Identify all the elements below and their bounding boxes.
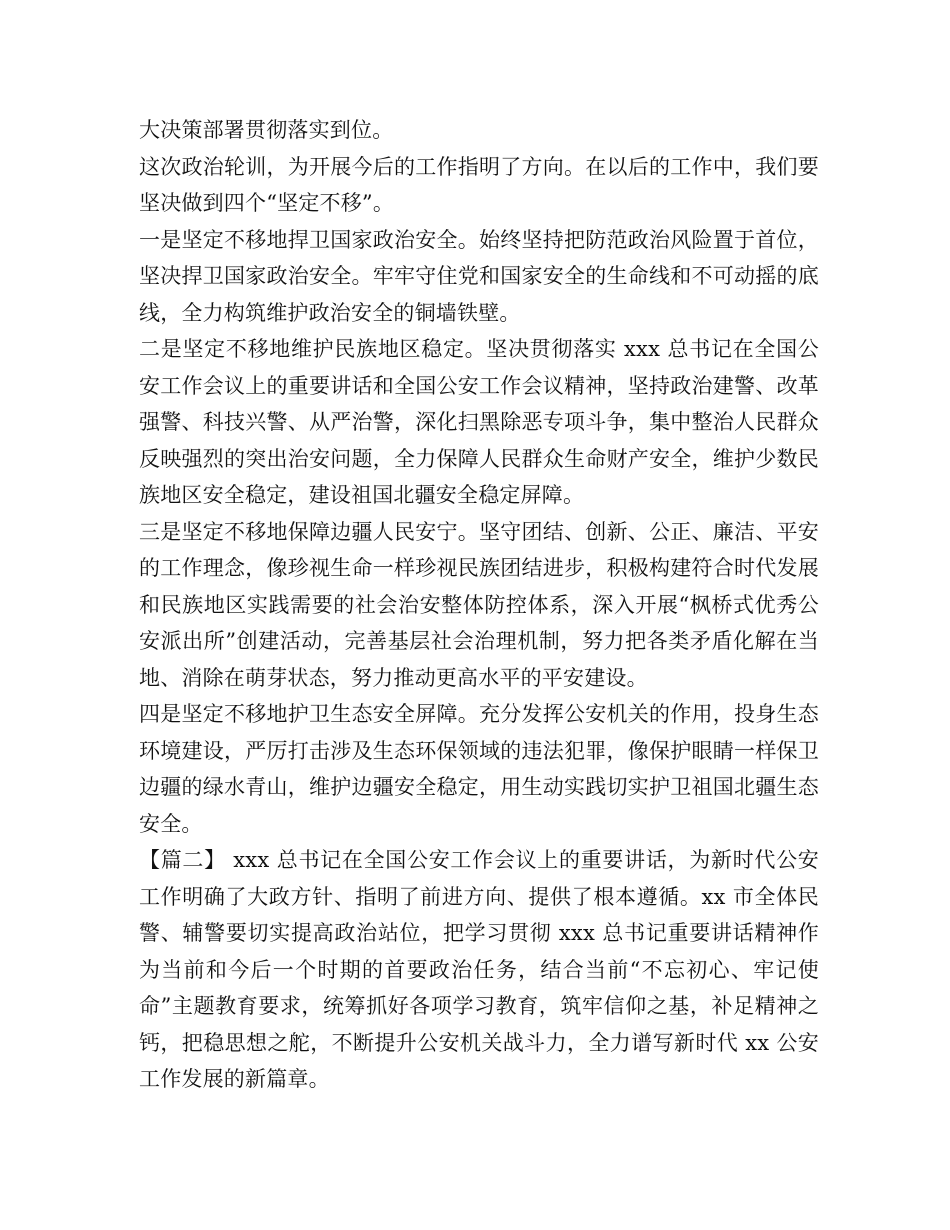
paragraph-intro: 这次政治轮训，为开展今后的工作指明了方向。在以后的工作中，我们要坚决做到四个“坚定不移”。 xyxy=(139,154,819,215)
paragraph-point-two: 二是坚定不移地维护民族地区稳定。坚决贯彻落实 xxx 总书记在全国公安工作会议上的重要讲话和全国公安工作会议精神，坚持政治建警、改革强警、科技兴警、从严治警，深化扫黑除恶专项斗争，集中整治人民群众反映强烈的突出治安问题，全力保障人民群众生命财产安全，维护少数民族地区安全稳定，建设祖国北疆安全稳定屏障。 xyxy=(139,337,819,507)
paragraph-point-four: 四是坚定不移地护卫生态安全屏障。充分发挥公安机关的作用，投身生态环境建设，严厉打击涉及生态环保领域的违法犯罪，像保护眼睛一样保卫边疆的绿水青山，维护边疆安全稳定，用生动实践切实护卫祖国北疆生态安全。 xyxy=(139,702,819,836)
document-body xyxy=(139,112,819,1098)
paragraph-point-one: 一是坚定不移地捍卫国家政治安全。始终坚持把防范政治风险置于首位，坚决捍卫国家政治安全。牢牢守住党和国家安全的生命线和不可动摇的底线，全力构筑维护政治安全的铜墙铁壁。 xyxy=(139,227,819,325)
paragraph-continuation: 大决策部署贯彻落实到位。 xyxy=(139,118,394,142)
paragraph-part-two: 【篇二】 xxx 总书记在全国公安工作会议上的重要讲话，为新时代公安工作明确了大政方针、指明了前进方向、提供了根本遵循。xx 市全体民警、辅警要切实提高政治站位，把学习贯彻 xxx 总书记重要讲话精神作为当前和今后一个时期的首要政治任务，结合当前“不忘初心、牢记使命”主题教育要求，统筹抓好各项学习教育，筑牢信仰之基，补足精神之钙，把稳思想之舵，不断提升公安机关战斗力，全力谱写新时代 xx 公安工作发展的新篇章。 xyxy=(139,848,819,1091)
paragraph-point-three: 三是坚定不移地保障边疆人民安宁。坚守团结、创新、公正、廉洁、平安的工作理念，像珍视生命一样珍视民族团结进步，积极构建符合时代发展和民族地区实践需要的社会治安整体防控体系，深入开展“枫桥式优秀公安派出所”创建活动，完善基层社会治理机制，努力把各类矛盾化解在当地、消除在萌芽状态，努力推动更高水平的平安建设。 xyxy=(139,519,819,690)
